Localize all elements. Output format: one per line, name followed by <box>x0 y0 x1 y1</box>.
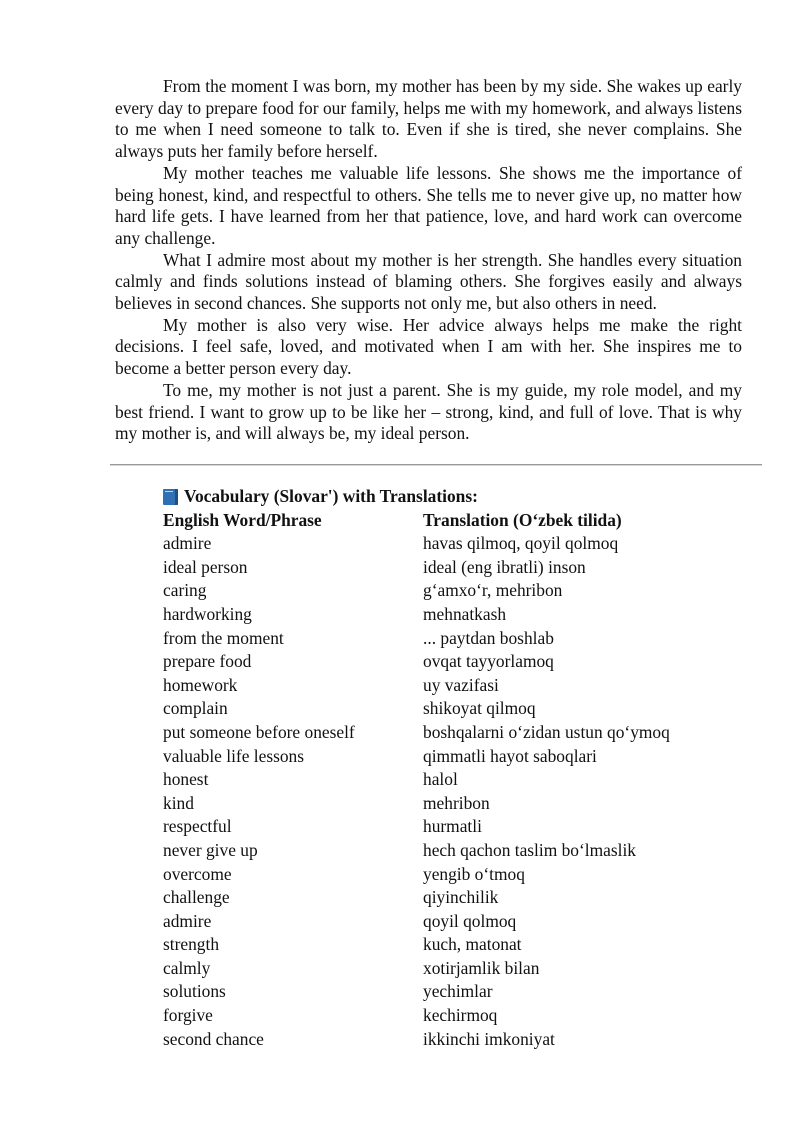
english-term: respectful <box>163 816 232 837</box>
vocabulary-row <box>163 933 723 957</box>
vocabulary-row <box>163 721 723 745</box>
vocabulary-row <box>163 792 723 816</box>
vocabulary-row <box>163 745 723 769</box>
vocabulary-row <box>163 1004 723 1028</box>
english-term: hardworking <box>163 603 252 624</box>
vocabulary-row <box>163 674 723 698</box>
english-term: admire <box>163 533 212 554</box>
english-term: caring <box>163 580 207 601</box>
english-term: kind <box>163 792 194 813</box>
vocabulary-heading <box>163 485 723 509</box>
uzbek-translation: shikoyat qilmoq <box>423 698 536 719</box>
uzbek-translation: mehribon <box>423 792 490 813</box>
vocabulary-header-row <box>163 509 723 533</box>
uzbek-translation: boshqalarni o‘zidan ustun qo‘ymoq <box>423 721 670 742</box>
uzbek-translation: havas qilmoq, qoyil qolmoq <box>423 533 619 554</box>
essay-paragraph: My mother teaches me valuable life lessons. She shows me the importance of being honest, kind, and respectful to others. She tells me to never give up, no matter how hard life gets. I have learned from her that patience, love, and hard work can overcome any challenge. <box>115 162 742 248</box>
vocabulary-row <box>163 1028 723 1052</box>
english-term: second chance <box>163 1028 264 1049</box>
vocabulary-list <box>163 532 723 1051</box>
english-term: overcome <box>163 863 232 884</box>
vocabulary-title: Vocabulary (Slovar') with Translations: <box>184 486 478 506</box>
vocabulary-row <box>163 768 723 792</box>
uzbek-translation: qimmatli hayot saboqlari <box>423 745 597 766</box>
uzbek-translation: halol <box>423 769 458 790</box>
essay-text <box>115 76 742 445</box>
vocabulary-row <box>163 910 723 934</box>
english-term: admire <box>163 910 212 931</box>
essay-paragraph: To me, my mother is not just a parent. She is my guide, my role model, and my best friend. I want to grow up to be like her – strong, kind, and full of love. That is why my mother is, and will always be, my ideal person. <box>115 379 742 444</box>
uzbek-translation: kuch, matonat <box>423 934 522 955</box>
essay-paragraph: From the moment I was born, my mother has been by my side. She wakes up early every day to prepare food for our family, helps me with my homework, and always listens to me when I need someone to talk to. Even if she is tired, she never complains. She always puts her family before herself. <box>115 76 742 162</box>
vocabulary-row <box>163 556 723 580</box>
vocabulary-row <box>163 815 723 839</box>
vocabulary-section <box>163 485 723 1051</box>
english-term: strength <box>163 934 220 955</box>
english-term: honest <box>163 769 209 790</box>
english-term: put someone before oneself <box>163 721 355 742</box>
english-term: complain <box>163 698 228 719</box>
vocabulary-row <box>163 697 723 721</box>
uzbek-translation: mehnatkash <box>423 603 507 624</box>
english-term: solutions <box>163 981 226 1002</box>
vocabulary-row <box>163 603 723 627</box>
vocabulary-row <box>163 627 723 651</box>
essay-paragraph: What I admire most about my mother is her strength. She handles every situation calmly and finds solutions instead of blaming others. She forgives easily and always believes in second chances. She supports not only me, but also others in need. <box>115 249 742 314</box>
uzbek-translation: yechimlar <box>423 981 493 1002</box>
english-column-header: English Word/Phrase <box>163 509 322 530</box>
uzbek-translation: yengib o‘tmoq <box>423 863 525 884</box>
vocabulary-row <box>163 863 723 887</box>
uzbek-translation: qoyil qolmoq <box>423 910 517 931</box>
english-term: homework <box>163 674 238 695</box>
uzbek-translation: xotirjamlik bilan <box>423 957 540 978</box>
english-term: forgive <box>163 1005 213 1026</box>
uzbek-column-header: Translation (O‘zbek tilida) <box>423 509 622 530</box>
vocabulary-row <box>163 839 723 863</box>
uzbek-translation: ideal (eng ibratli) inson <box>423 556 586 577</box>
english-term: from the moment <box>163 627 284 648</box>
uzbek-translation: ... paytdan boshlab <box>423 627 554 648</box>
section-divider <box>110 464 762 465</box>
uzbek-translation: ikkinchi imkoniyat <box>423 1028 555 1049</box>
vocabulary-row <box>163 957 723 981</box>
vocabulary-row <box>163 980 723 1004</box>
english-term: ideal person <box>163 556 248 577</box>
vocabulary-row <box>163 579 723 603</box>
book-icon <box>163 489 178 505</box>
essay-paragraph: My mother is also very wise. Her advice always helps me make the right decisions. I feel safe, loved, and motivated when I am with her. She inspires me to become a better person every day. <box>115 314 742 379</box>
uzbek-translation: hurmatli <box>423 816 482 837</box>
uzbek-translation: kechirmoq <box>423 1005 498 1026</box>
uzbek-translation: uy vazifasi <box>423 674 499 695</box>
english-term: never give up <box>163 839 258 860</box>
english-term: valuable life lessons <box>163 745 305 766</box>
english-term: calmly <box>163 957 211 978</box>
vocabulary-row <box>163 886 723 910</box>
vocabulary-row <box>163 532 723 556</box>
uzbek-translation: ovqat tayyorlamoq <box>423 651 554 672</box>
english-term: challenge <box>163 887 230 908</box>
vocabulary-row <box>163 650 723 674</box>
english-term: prepare food <box>163 651 252 672</box>
uzbek-translation: qiyinchilik <box>423 887 499 908</box>
uzbek-translation: g‘amxo‘r, mehribon <box>423 580 563 601</box>
uzbek-translation: hech qachon taslim bo‘lmaslik <box>423 839 636 860</box>
